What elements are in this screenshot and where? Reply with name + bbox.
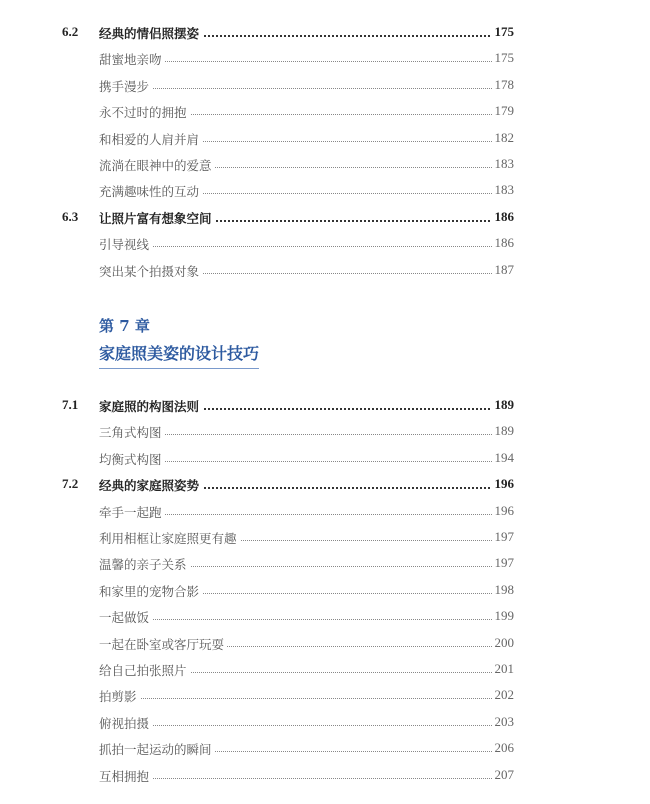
toc-item-row [0, 580, 650, 600]
page-number: 206 [492, 740, 515, 756]
item-title: 甜蜜地亲吻 [99, 50, 165, 68]
toc-item-row [0, 765, 650, 785]
toc-item-row [0, 685, 650, 705]
toc-item-row [0, 448, 650, 468]
dot-leader [99, 778, 514, 779]
toc-item-row [0, 128, 650, 148]
section-title: 家庭照的构图法则 [99, 397, 202, 415]
item-title: 一起做饭 [99, 608, 152, 626]
dot-leader [99, 725, 514, 726]
dot-leader [99, 246, 514, 247]
item-title: 和家里的宠物合影 [99, 582, 202, 600]
dot-leader [99, 619, 514, 620]
page-number: 197 [492, 555, 515, 571]
chapter-title: 家庭照美姿的设计技巧 [99, 341, 259, 369]
section-title: 经典的家庭照姿势 [99, 476, 202, 494]
toc-item-row [0, 154, 650, 174]
item-title: 一起在卧室或客厅玩耍 [99, 635, 227, 653]
toc-item-row [0, 553, 650, 573]
page-number: 183 [492, 182, 515, 198]
item-title: 突出某个拍摄对象 [99, 262, 202, 280]
page-number: 202 [492, 687, 515, 703]
page-number: 189 [492, 423, 515, 439]
page-number: 183 [492, 156, 515, 172]
item-title: 和相爱的人肩并肩 [99, 130, 202, 148]
toc-item-row [0, 421, 650, 441]
page-number: 207 [492, 767, 515, 783]
section-title: 让照片富有想象空间 [99, 209, 215, 227]
page-number: 187 [492, 262, 515, 278]
section-title: 经典的情侣照摆姿 [99, 24, 202, 42]
toc-item-row [0, 712, 650, 732]
toc-item-row [0, 527, 650, 547]
page-number: 175 [492, 50, 515, 66]
page-number: 200 [492, 635, 515, 651]
item-title: 抓拍一起运动的瞬间 [99, 740, 215, 758]
page-number: 179 [492, 103, 515, 119]
item-title: 永不过时的拥抱 [99, 103, 190, 121]
toc-item-row [0, 48, 650, 68]
item-title: 给自己拍张照片 [99, 661, 190, 679]
section-number: 6.2 [62, 24, 79, 39]
page-number: 196 [492, 476, 515, 492]
item-title: 牵手一起跑 [99, 503, 165, 521]
item-title: 流淌在眼神中的爱意 [99, 156, 215, 174]
toc-item-row [0, 101, 650, 121]
item-title: 携手漫步 [99, 77, 152, 95]
page-number: 186 [492, 209, 515, 225]
page-number: 201 [492, 661, 515, 677]
toc-item-row [0, 233, 650, 253]
item-title: 均衡式构图 [99, 450, 165, 468]
toc-item-row [0, 501, 650, 521]
toc-section-row [0, 395, 650, 415]
section-number: 7.1 [62, 397, 79, 412]
page-number: 182 [492, 130, 515, 146]
item-title: 充满趣味性的互动 [99, 182, 202, 200]
page-number: 175 [492, 24, 515, 40]
page-number: 203 [492, 714, 515, 730]
chapter-number: 第 7 章 [99, 317, 150, 335]
toc-section-row [0, 474, 650, 494]
page-number: 199 [492, 608, 515, 624]
section-number: 7.2 [62, 476, 79, 492]
item-title: 引导视线 [99, 235, 152, 253]
item-title: 三角式构图 [99, 423, 165, 441]
dot-leader [99, 698, 514, 699]
page-number: 198 [492, 582, 515, 598]
section-number: 6.3 [62, 208, 79, 224]
item-title: 温馨的亲子关系 [99, 555, 190, 573]
item-title: 互相拥抱 [99, 767, 152, 785]
dot-leader [99, 88, 514, 89]
toc-item-row [0, 180, 650, 200]
item-title: 俯视拍摄 [99, 714, 152, 732]
page-number: 178 [492, 77, 515, 93]
item-title: 拍剪影 [99, 687, 140, 705]
page-number: 194 [492, 450, 515, 466]
page-number: 186 [492, 235, 515, 251]
toc-item-row [0, 633, 650, 653]
toc-section-row [0, 207, 650, 227]
toc-item-row [0, 738, 650, 758]
toc-item-row [0, 260, 650, 280]
toc-item-row [0, 606, 650, 626]
page-number: 197 [492, 529, 515, 545]
item-title: 利用相框让家庭照更有趣 [99, 529, 240, 547]
toc-item-row [0, 75, 650, 95]
toc-section-row [0, 22, 650, 42]
toc-item-row [0, 659, 650, 679]
page-number: 196 [492, 503, 515, 519]
page-number: 189 [492, 397, 515, 413]
